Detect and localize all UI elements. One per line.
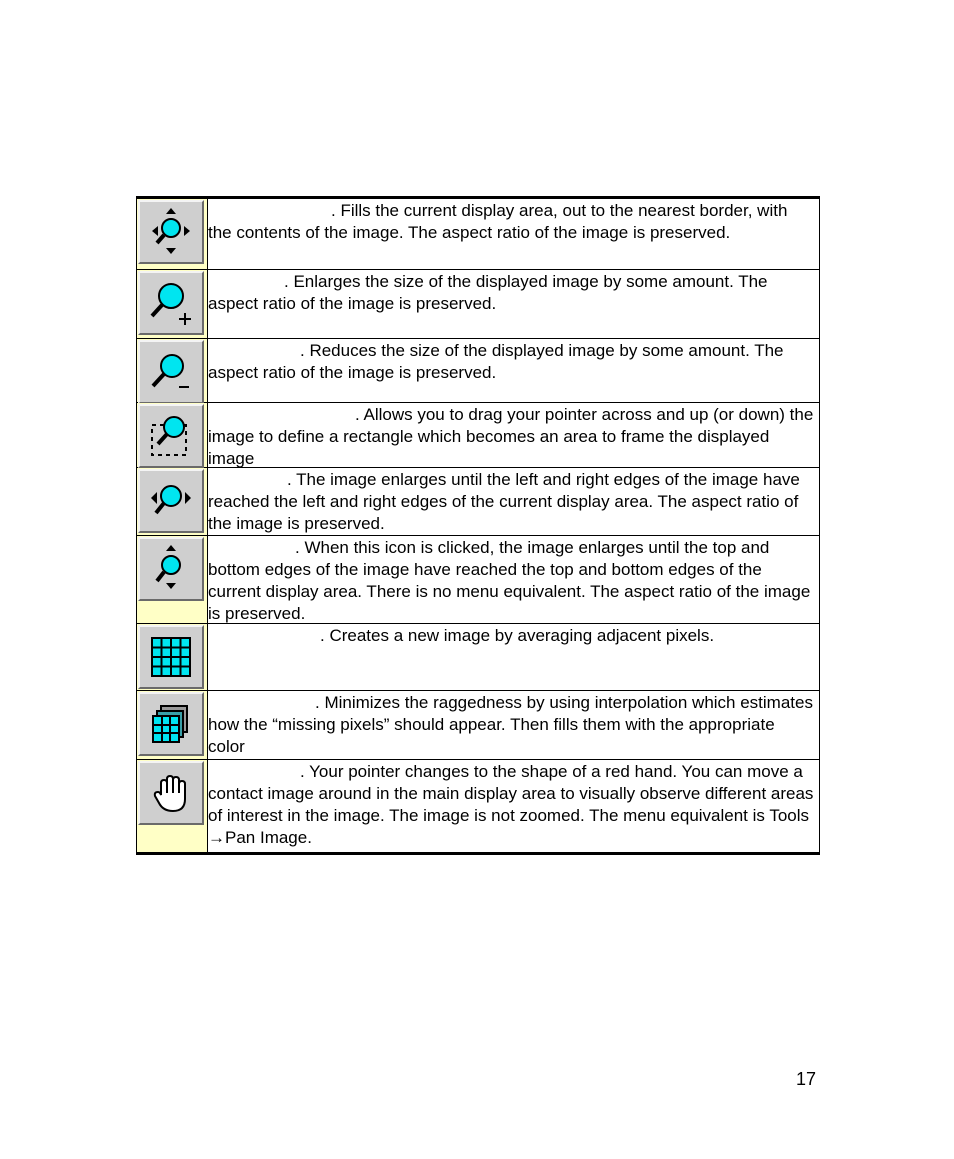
- fit-width-icon[interactable]: [138, 469, 204, 533]
- icon-cell: [136, 199, 208, 269]
- description-text: . Allows you to drag your pointer across and up (or down) the image to define a rectangle which becomes an area to frame the displayed image: [208, 403, 820, 467]
- zoom-in-icon[interactable]: [138, 271, 204, 335]
- zoom-to-rectangle-icon[interactable]: [138, 404, 204, 468]
- icon-cell: [136, 760, 208, 852]
- fit-to-window-icon[interactable]: [138, 200, 204, 264]
- table-row: [136, 270, 820, 339]
- description-text: . When this icon is clicked, the image enlarges until the top and bottom edges of the image have reached the top and bottom edges of the current display area. There is no menu equivalent. The aspect ratio of the image is preserved.: [208, 536, 820, 623]
- table-row: [136, 468, 820, 536]
- pan-hand-icon[interactable]: [138, 761, 204, 825]
- table-row: [136, 691, 820, 760]
- icon-cell: [136, 270, 208, 338]
- description-text: . Enlarges the size of the displayed image by some amount. The aspect ratio of the image is preserved.: [208, 270, 820, 338]
- icon-cell: [136, 468, 208, 535]
- icon-cell: [136, 339, 208, 402]
- table-row: [136, 403, 820, 468]
- description-text: . The image enlarges until the left and right edges of the image have reached the left and right edges of the current display area. The aspect ratio of the image is preserved.: [208, 468, 820, 535]
- table-row: [136, 339, 820, 403]
- table-row: [136, 199, 820, 270]
- fit-height-icon[interactable]: [138, 537, 204, 601]
- icon-cell: [136, 536, 208, 623]
- toolbar-icon-table: [136, 196, 820, 855]
- zoom-out-icon[interactable]: [138, 340, 204, 404]
- description-text: . Minimizes the raggedness by using interpolation which estimates how the “missing pixels” should appear. Then fills them with the appropriate color: [208, 691, 820, 759]
- icon-cell: [136, 403, 208, 467]
- table-row: [136, 624, 820, 691]
- icon-cell: [136, 624, 208, 690]
- table-row: [136, 760, 820, 852]
- description-text: . Creates a new image by averaging adjacent pixels.: [208, 624, 820, 690]
- description-text: . Your pointer changes to the shape of a red hand. You can move a contact image around in the main display area to visually observe different areas of interest in the image. The image is not zoomed. The menu equivalent is Tools →Pan Image.: [208, 760, 820, 852]
- page-number: 17: [796, 1069, 817, 1089]
- icon-cell: [136, 691, 208, 759]
- description-text: . Fills the current display area, out to the nearest border, with the contents of the image. The aspect ratio of the image is preserved.: [208, 199, 820, 269]
- interpolation-icon[interactable]: [138, 692, 204, 756]
- description-text: . Reduces the size of the displayed image by some amount. The aspect ratio of the image is preserved.: [208, 339, 820, 402]
- pixel-averaging-icon[interactable]: [138, 625, 204, 689]
- table-row: [136, 536, 820, 624]
